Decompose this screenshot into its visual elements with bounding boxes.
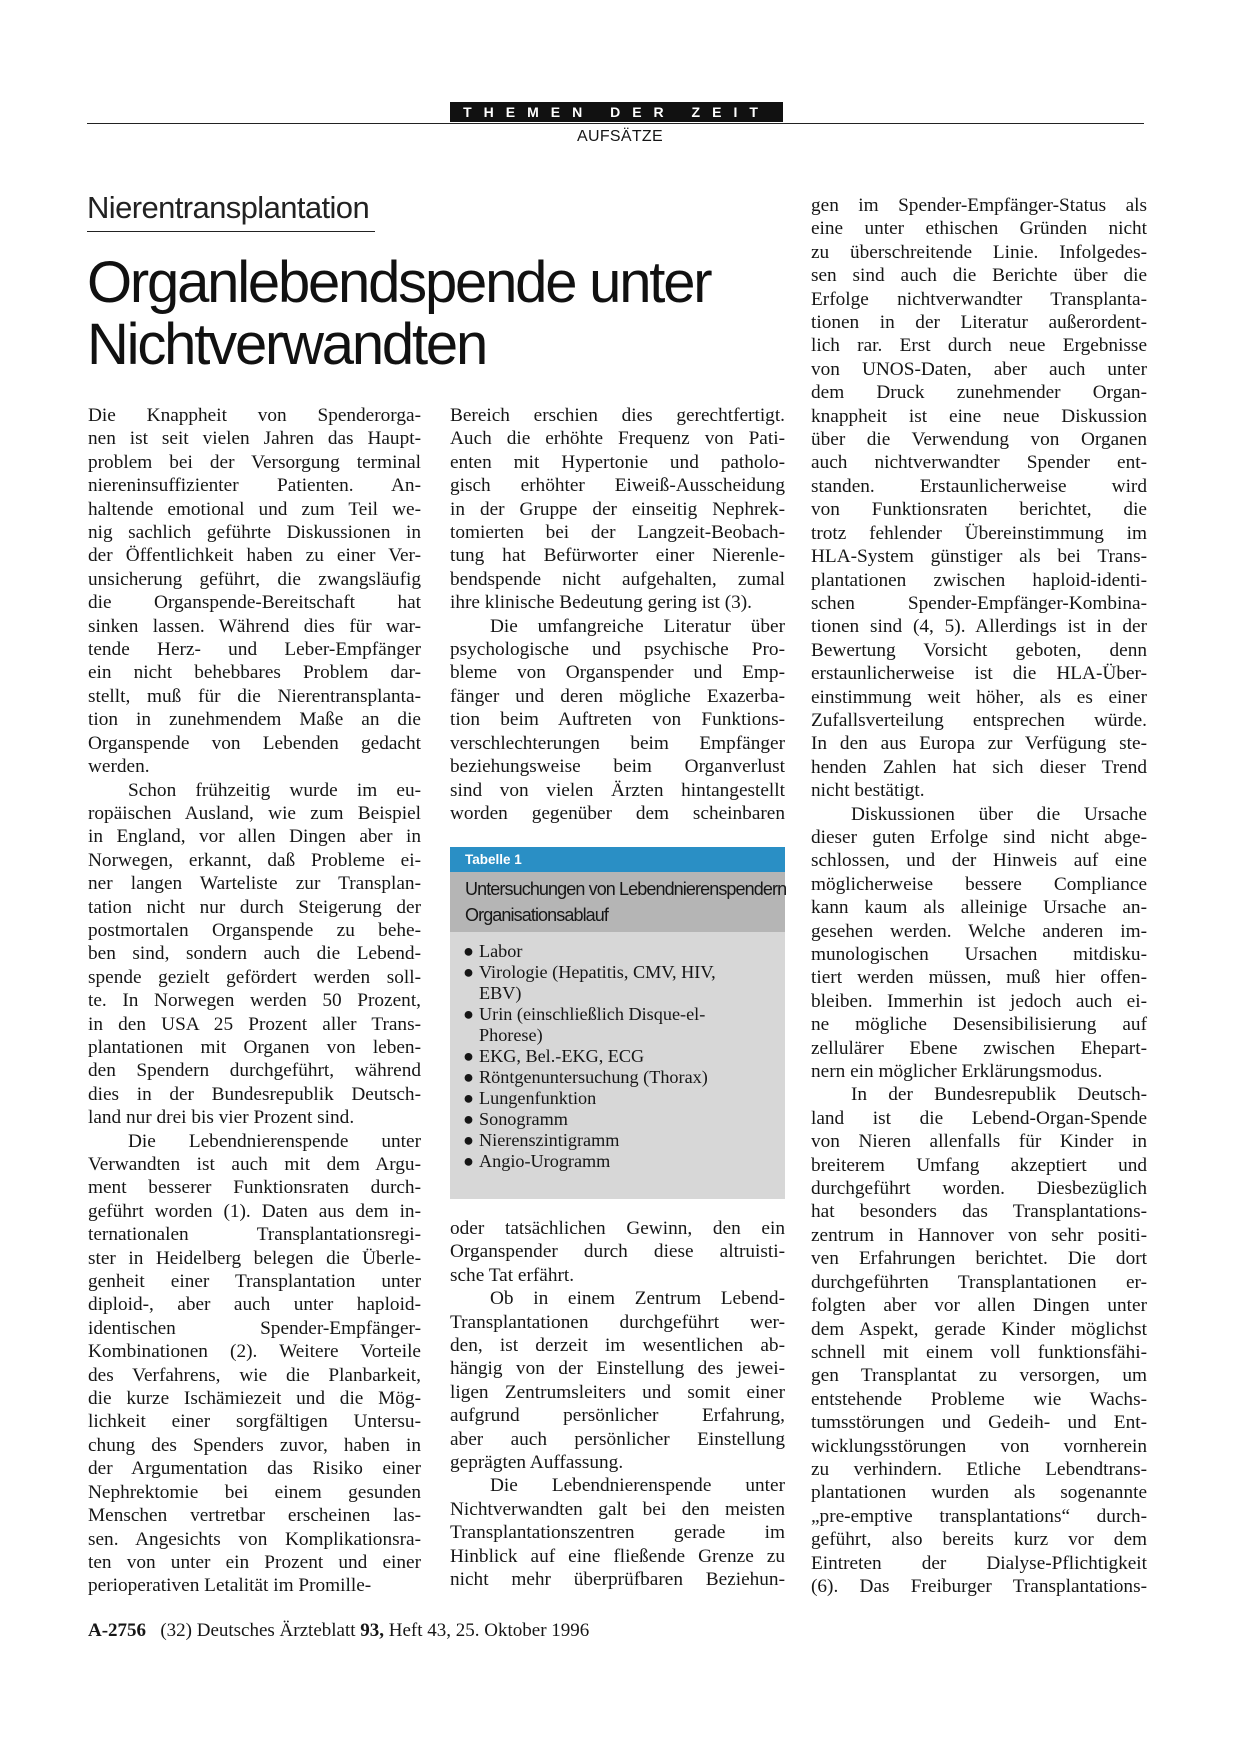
text-line: land nur drei bis vier Prozent sind. xyxy=(88,1107,355,1129)
text-line: oder tatsächlichen Gewinn, den ein xyxy=(450,1218,785,1239)
text-line: aber auch persönlicher Einstellung xyxy=(450,1428,785,1450)
table-heading-line: Untersuchungen von Lebendnierenspendern xyxy=(465,879,787,899)
text-line: diploid-, aber auch unter haploid- xyxy=(88,1294,421,1316)
table-item-text: EBV) xyxy=(479,983,522,1003)
text-line: eine unter ethischen Gründen nicht xyxy=(811,218,1147,240)
text-line: plantationen mit Organen von leben- xyxy=(88,1036,421,1058)
text-line: Hinblick auf eine fließende Grenze zu xyxy=(450,1545,785,1567)
text-line: Transplantationen durchgeführt wer- xyxy=(450,1311,785,1333)
text-line: In der Bundesrepublik Deutsch- xyxy=(851,1084,1147,1106)
text-line: zellulärer Ebene zwischen Ehepart- xyxy=(811,1037,1147,1059)
text-line: ben sind, sondern auch die Lebend- xyxy=(88,943,421,965)
text-line: von Nieren allenfalls für Kinder in xyxy=(811,1131,1147,1153)
text-line: des Verfahrens, wie die Planbarkeit, xyxy=(88,1364,421,1386)
text-line: HLA-System günstiger als bei Trans- xyxy=(811,546,1147,568)
text-line: sen sind auch die Berichte über die xyxy=(811,265,1147,287)
text-line: hat besonders das Transplantations- xyxy=(811,1201,1147,1223)
text-line: Auch die erhöhte Frequenz von Pati- xyxy=(450,428,785,450)
text-line: psychologische und psychische Pro- xyxy=(450,639,785,661)
text-line: den, ist derzeit im wesentlichen ab- xyxy=(450,1335,785,1357)
text-line: tion beim Auftreten von Funktions- xyxy=(450,709,785,731)
table-item-text: Angio-Urogramm xyxy=(479,1151,611,1171)
text-line: gen Transplantat zu versorgen, um xyxy=(811,1365,1147,1387)
text-line: breiterem Umfang akzeptiert und xyxy=(811,1154,1147,1176)
table-item-text: EKG, Bel.-EKG, ECG xyxy=(479,1046,645,1066)
text-line: möglicherweise bessere Compliance xyxy=(811,873,1147,895)
text-line: Diskussionen über die Ursache xyxy=(851,803,1147,825)
text-line: dem Druck zunehmender Organ- xyxy=(811,382,1147,404)
text-line: von UNOS-Daten, aber auch unter xyxy=(811,358,1147,380)
text-line: schnell mit einem voll funktionsfähi- xyxy=(811,1341,1147,1363)
text-line: lich rar. Erst durch neue Ergebnisse xyxy=(811,335,1147,357)
text-line: hängig von der Einstellung des jewei- xyxy=(450,1358,785,1380)
text-line: stellt, muß für die Nierentransplanta- xyxy=(88,685,421,707)
text-line: tiert werden müssen, muß hier offen- xyxy=(811,967,1147,989)
text-line: ven Erfahrungen berichtet. Die dort xyxy=(811,1248,1147,1270)
journal-name: Deutsches Ärzteblatt xyxy=(196,1620,356,1641)
text-line: enten mit Hypertonie und patholo- xyxy=(450,451,785,473)
text-line: standen. Erstaunlicherweise wird xyxy=(811,475,1147,497)
text-line: tomierten bei der Langzeit-Beobach- xyxy=(450,522,785,544)
text-line: tion in zunehmendem Maße an die xyxy=(88,709,421,731)
subsection-label: AUFSÄTZE xyxy=(577,128,663,145)
table-item-text: Sonogramm xyxy=(479,1109,568,1129)
text-line: knappheit ist eine neue Diskussion xyxy=(811,405,1147,427)
kicker-underline xyxy=(87,231,375,232)
text-line: ligen Zentrumsleiters und somit einer xyxy=(450,1381,785,1403)
journal-volume: 93, xyxy=(360,1620,385,1641)
text-line: Erfolge nichtverwandter Transplanta- xyxy=(811,288,1147,310)
text-line: geführt, also bereits kurz vor dem xyxy=(811,1529,1147,1551)
text-line: der Argumentation das Risiko einer xyxy=(88,1458,421,1480)
page-id: A-2756 xyxy=(88,1620,147,1641)
table-item xyxy=(463,1004,773,1046)
text-line: ternationalen Transplantationsregi- xyxy=(88,1224,421,1246)
text-line: kann kaum als alleinige Ursache an- xyxy=(811,897,1147,919)
text-line: niereninsuffizienter Patienten. An- xyxy=(88,475,421,497)
bullet-icon: ● xyxy=(463,1046,474,1066)
text-line: über die Verwendung von Organen xyxy=(811,429,1147,451)
bullet-icon: ● xyxy=(463,962,474,982)
text-line: folgten aber vor allen Dingen unter xyxy=(811,1295,1147,1317)
text-line: ne mögliche Desensibilisierung auf xyxy=(811,1014,1147,1036)
table-item-text: Röntgenuntersuchung (Thorax) xyxy=(479,1067,708,1087)
text-line: tung hat Befürworter einer Nierenle- xyxy=(450,545,785,567)
bullet-icon: ● xyxy=(463,1109,474,1129)
text-line: haltende emotional und zum Teil we- xyxy=(88,498,421,520)
text-line: zu verhindern. Etliche Lebendtrans- xyxy=(811,1458,1147,1480)
text-line: Die umfangreiche Literatur über xyxy=(490,615,785,637)
text-line: sind von vielen Ärzten hintangestellt xyxy=(450,779,785,801)
text-line: den Spendern durchgeführt, während xyxy=(88,1060,421,1082)
text-line: (6). Das Freiburger Transplantations- xyxy=(811,1575,1147,1597)
text-line: „pre-emptive transplantations“ durch- xyxy=(811,1505,1147,1527)
text-line: ein nicht behebbares Problem dar- xyxy=(88,662,421,684)
text-line: Bereich erschien dies gerechtfertigt. xyxy=(450,405,785,426)
text-line: lichkeit einer sorgfältigen Untersu- xyxy=(88,1411,421,1433)
table-item-text: Phorese) xyxy=(479,1025,543,1045)
text-line: beziehungsweise beim Organverlust xyxy=(450,756,785,778)
text-line: ner langen Warteliste zur Transplan- xyxy=(88,873,421,895)
text-line: identischen Spender-Empfänger- xyxy=(88,1317,421,1339)
table-item xyxy=(463,1130,773,1151)
header-rule xyxy=(87,123,1144,124)
text-line: ment besserer Funktionsraten durch- xyxy=(88,1177,421,1199)
text-line: sche Tat erfährt. xyxy=(450,1264,575,1286)
table-item-text: Urin (einschließlich Disque-el- xyxy=(479,1004,706,1024)
text-line: tation nicht nur durch Steigerung der xyxy=(88,896,421,918)
text-line: genheit einer Transplantation unter xyxy=(88,1271,421,1293)
table-item xyxy=(463,1046,773,1067)
table-item xyxy=(463,1088,773,1109)
text-line: sen. Angesichts von Komplikationsra- xyxy=(88,1528,421,1550)
text-line: postmortalen Organspende zu behe- xyxy=(88,919,421,941)
text-line: Bewertung Vorsicht geboten, denn xyxy=(811,639,1147,661)
text-line: von Funktionsraten berichtet, die xyxy=(811,499,1147,521)
text-line: in der Gruppe der einseitig Nephrek- xyxy=(450,498,785,520)
text-line: tionen in der Literatur außerordent- xyxy=(811,312,1147,334)
text-line: perioperativen Letalität im Promille- xyxy=(88,1575,372,1597)
text-line: Menschen vertretbar erscheinen las- xyxy=(88,1505,421,1527)
text-line: gen im Spender-Empfänger-Status als xyxy=(811,195,1147,216)
text-line: aufgrund persönlicher Erfahrung, xyxy=(450,1405,785,1427)
bullet-icon: ● xyxy=(463,1088,474,1108)
article-kicker: Nierentransplantation xyxy=(87,190,370,225)
text-line: Die Lebendnierenspende unter xyxy=(128,1130,421,1152)
page-footer xyxy=(88,1620,589,1642)
title-line: Nichtverwandten xyxy=(87,312,486,377)
text-line: Kombinationen (2). Weitere Vorteile xyxy=(88,1341,421,1363)
body-column-1 xyxy=(88,404,421,1598)
text-line: Nephrektomie bei einem gesunden xyxy=(88,1481,421,1503)
text-line: die kurze Ischämiezeit und die Mög- xyxy=(88,1388,421,1410)
table-heading-line: Organisationsablauf xyxy=(465,905,609,925)
text-line: die Organspende-Bereitschaft hat xyxy=(88,592,421,614)
section-banner: THEMEN DER ZEIT xyxy=(450,102,783,122)
table-item-text: Virologie (Hepatitis, CMV, HIV, xyxy=(479,962,716,982)
body-column-3 xyxy=(811,194,1147,1598)
text-line: schlossen, und der Hinweis auf eine xyxy=(811,850,1147,872)
text-line: nen ist seit vielen Jahren das Haupt- xyxy=(88,428,421,450)
text-line: gesehen werden. Welche anderen im- xyxy=(811,920,1147,942)
table-item-text: Lungenfunktion xyxy=(479,1088,597,1108)
table-item-text: Labor xyxy=(479,941,523,961)
table-item xyxy=(463,941,773,962)
text-line: sinken lassen. Während dies für war- xyxy=(88,615,421,637)
text-line: spende gezielt gefördert werden soll- xyxy=(88,966,421,988)
table-1-list xyxy=(463,941,773,1172)
issue-date: Heft 43, 25. Oktober 1996 xyxy=(388,1620,590,1641)
text-line: Zufallsverteilung entsprechen würde. xyxy=(811,709,1147,731)
text-line: land ist die Lebend-Organ-Spende xyxy=(811,1107,1147,1129)
text-line: Eintreten der Dialyse-Pflichtigkeit xyxy=(811,1552,1147,1574)
bullet-icon: ● xyxy=(463,1004,474,1024)
bullet-icon: ● xyxy=(463,1130,474,1150)
title-line: Organlebendspende unter xyxy=(87,250,711,315)
table-1-box xyxy=(450,847,785,1199)
text-line: bendspende nicht aufgehalten, zumal xyxy=(450,568,785,590)
text-line: Transplantationszentren gerade im xyxy=(450,1522,785,1544)
text-line: durchgeführten Transplantationen er- xyxy=(811,1271,1147,1293)
text-line: Norwegen, erkannt, daß Probleme ei- xyxy=(88,849,421,871)
text-line: zentrum in Hannover von sehr positi- xyxy=(811,1224,1147,1246)
body-column-2-top xyxy=(450,404,785,825)
text-line: problem bei der Versorgung terminal xyxy=(88,451,421,473)
text-line: nern ein möglicher Erklärungsmodus. xyxy=(811,1061,1103,1083)
text-line: zu überschreitende Linie. Infolgedes- xyxy=(811,241,1147,263)
body-column-2-bottom xyxy=(450,1217,785,1592)
text-line: werden. xyxy=(88,756,150,778)
text-line: tende Herz- und Leber-Empfänger xyxy=(88,639,421,661)
text-line: plantationen wurden als sogenannte xyxy=(811,1482,1147,1504)
text-line: dieser guten Erfolge sind nicht abge- xyxy=(811,826,1147,848)
text-line: der Öffentlichkeit haben zu einer Ver- xyxy=(88,545,421,567)
text-line: Schon frühzeitig wurde im eu- xyxy=(128,779,421,801)
text-line: fänger und deren mögliche Exazerba- xyxy=(450,685,785,707)
table-item xyxy=(463,962,773,1004)
text-line: Verwandten ist auch mit dem Argu- xyxy=(88,1154,421,1175)
text-line: in England, vor allen Dingen aber in xyxy=(88,826,421,848)
text-line: gisch erhöhter Eiweiß-Ausscheidung xyxy=(450,475,785,497)
text-line: bleme von Organspender und Emp- xyxy=(450,662,785,684)
bullet-icon: ● xyxy=(463,1151,474,1171)
table-1-label: Tabelle 1 xyxy=(450,847,785,872)
text-line: Nichtverwandten galt bei den meisten xyxy=(450,1498,785,1520)
text-line: Organspende von Lebenden gedacht xyxy=(88,732,421,754)
bullet-icon: ● xyxy=(463,941,474,961)
text-line: nicht mehr überprüfbaren Beziehun- xyxy=(450,1569,785,1591)
text-line: verschlechterungen beim Empfänger xyxy=(450,732,785,754)
text-line: auch nichtverwandter Spender ent- xyxy=(811,452,1147,474)
table-item-text: Nierenszintigramm xyxy=(479,1130,620,1150)
text-line: geprägten Auffassung. xyxy=(450,1452,624,1474)
article-title xyxy=(87,252,787,376)
text-line: trotz fehlender Übereinstimmung im xyxy=(811,522,1147,544)
text-line: ster in Heidelberg belegen die Überle- xyxy=(88,1247,421,1269)
page-paren: (32) xyxy=(160,1620,192,1641)
text-line: tionen sind (4, 5). Allerdings ist in der xyxy=(811,616,1147,638)
text-line: ten von unter ein Prozent und einer xyxy=(88,1551,421,1573)
text-line: munologischen Ursachen mitdisku- xyxy=(811,944,1147,965)
text-line: tumsstörungen und Gedeih- und Ent- xyxy=(811,1412,1147,1434)
text-line: unsicherung geführt, die zwangsläufig xyxy=(88,568,421,590)
text-line: wicklungsstörungen von vornherein xyxy=(811,1435,1147,1457)
text-line: ropäischen Ausland, wie zum Beispiel xyxy=(88,802,421,824)
text-line: einstimmung weit höher, als es einer xyxy=(811,686,1147,708)
text-line: plantationen zwischen haploid-identi- xyxy=(811,569,1147,591)
text-line: henden Zahlen hat sich dieser Trend xyxy=(811,756,1147,778)
text-line: In den aus Europa zur Verfügung ste- xyxy=(811,733,1147,755)
text-line: dies in der Bundesrepublik Deutsch- xyxy=(88,1083,421,1105)
bullet-icon: ● xyxy=(463,1067,474,1087)
table-item xyxy=(463,1067,773,1088)
text-line: dem Aspekt, gerade Kinder möglichst xyxy=(811,1318,1147,1340)
table-item xyxy=(463,1151,773,1172)
table-1-heading xyxy=(450,872,785,932)
text-line: geführt worden (1). Daten aus dem in- xyxy=(88,1200,421,1222)
text-line: in den USA 25 Prozent aller Trans- xyxy=(88,1013,421,1035)
text-line: Die Knappheit von Spenderorga- xyxy=(88,405,421,426)
text-line: Ob in einem Zentrum Lebend- xyxy=(490,1288,785,1310)
text-line: nicht bestätigt. xyxy=(811,780,925,802)
text-line: schen Spender-Empfänger-Kombina- xyxy=(811,592,1147,614)
text-line: Organspender durch diese altruisti- xyxy=(450,1241,785,1263)
text-line: te. In Norwegen werden 50 Prozent, xyxy=(88,990,421,1012)
text-line: durchgeführt worden. Diesbezüglich xyxy=(811,1178,1147,1200)
text-line: nig sachlich geführte Diskussionen in xyxy=(88,522,421,544)
text-line: ihre klinische Bedeutung gering ist (3). xyxy=(450,592,753,614)
text-line: chung des Spenders zuvor, haben in xyxy=(88,1434,421,1456)
text-line: erstaunlicherweise ist die HLA-Über- xyxy=(811,663,1147,685)
text-line: bleiben. Immerhin ist jedoch auch ei- xyxy=(811,990,1147,1012)
text-line: entstehende Probleme wie Wachs- xyxy=(811,1388,1147,1410)
text-line: Die Lebendnierenspende unter xyxy=(490,1475,785,1497)
table-item xyxy=(463,1109,773,1130)
text-line: worden gegenüber dem scheinbaren xyxy=(450,802,785,824)
